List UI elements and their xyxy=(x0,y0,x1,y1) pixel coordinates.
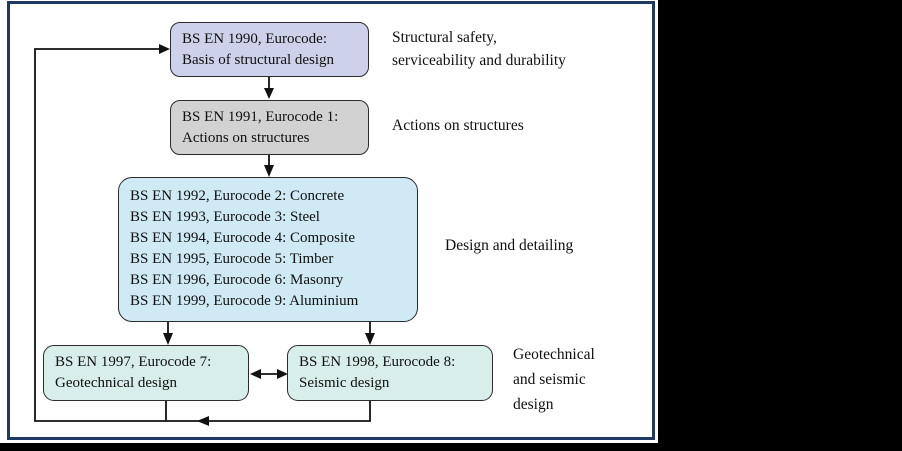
annotation-geotechnical-seismic xyxy=(513,342,595,417)
node-text-line: BS EN 1995, Eurocode 5: Timber xyxy=(130,250,334,267)
node-design-eurocodes xyxy=(118,177,418,322)
node-text-line: Actions on structures xyxy=(182,129,310,146)
node-text-line: BS EN 1993, Eurocode 3: Steel xyxy=(130,208,320,225)
arrow-geotechnical-seismic-bidirectional xyxy=(250,369,288,379)
node-text-line: Seismic design xyxy=(299,375,390,391)
annotation-line: Geotechnical xyxy=(513,346,595,363)
node-text-line: Basis of structural design xyxy=(182,51,335,68)
node-bs-en-1991 xyxy=(170,100,369,155)
node-text-line: BS EN 1990, Eurocode: xyxy=(182,30,327,47)
node-text-line: Geotechnical design xyxy=(55,375,178,391)
annotation-actions-on-structures xyxy=(392,117,524,135)
node-text-line: BS EN 1996, Eurocode 6: Masonry xyxy=(130,271,344,288)
node-bs-en-1990 xyxy=(170,22,369,77)
annotation-line: Structural safety, xyxy=(392,29,497,46)
annotation-design-and-detailing xyxy=(445,237,573,255)
annotation-structural-safety xyxy=(392,27,566,72)
node-text-line: BS EN 1997, Eurocode 7: xyxy=(55,354,212,370)
annotation-line: design xyxy=(513,396,554,413)
arrow-actions-to-design xyxy=(264,155,274,177)
node-text-line: BS EN 1994, Eurocode 4: Composite xyxy=(130,229,355,246)
annotation-line: and seismic xyxy=(513,371,586,388)
node-text-line: BS EN 1999, Eurocode 9: Aluminium xyxy=(130,292,359,309)
annotation-line: Design and detailing xyxy=(445,237,574,254)
annotation-line: serviceability and durability xyxy=(392,51,566,69)
node-text-line: BS EN 1992, Eurocode 2: Concrete xyxy=(130,188,345,204)
annotation-line: Actions on structures xyxy=(392,117,524,134)
arrow-design-to-geotechnical xyxy=(163,322,173,345)
arrow-basis-to-actions xyxy=(264,77,274,99)
node-text-line: BS EN 1998, Eurocode 8: xyxy=(299,354,456,370)
node-bs-en-1998 xyxy=(287,345,493,401)
node-bs-en-1997 xyxy=(43,345,249,401)
node-text-line: BS EN 1991, Eurocode 1: xyxy=(182,108,339,125)
arrow-design-to-seismic xyxy=(365,322,375,345)
